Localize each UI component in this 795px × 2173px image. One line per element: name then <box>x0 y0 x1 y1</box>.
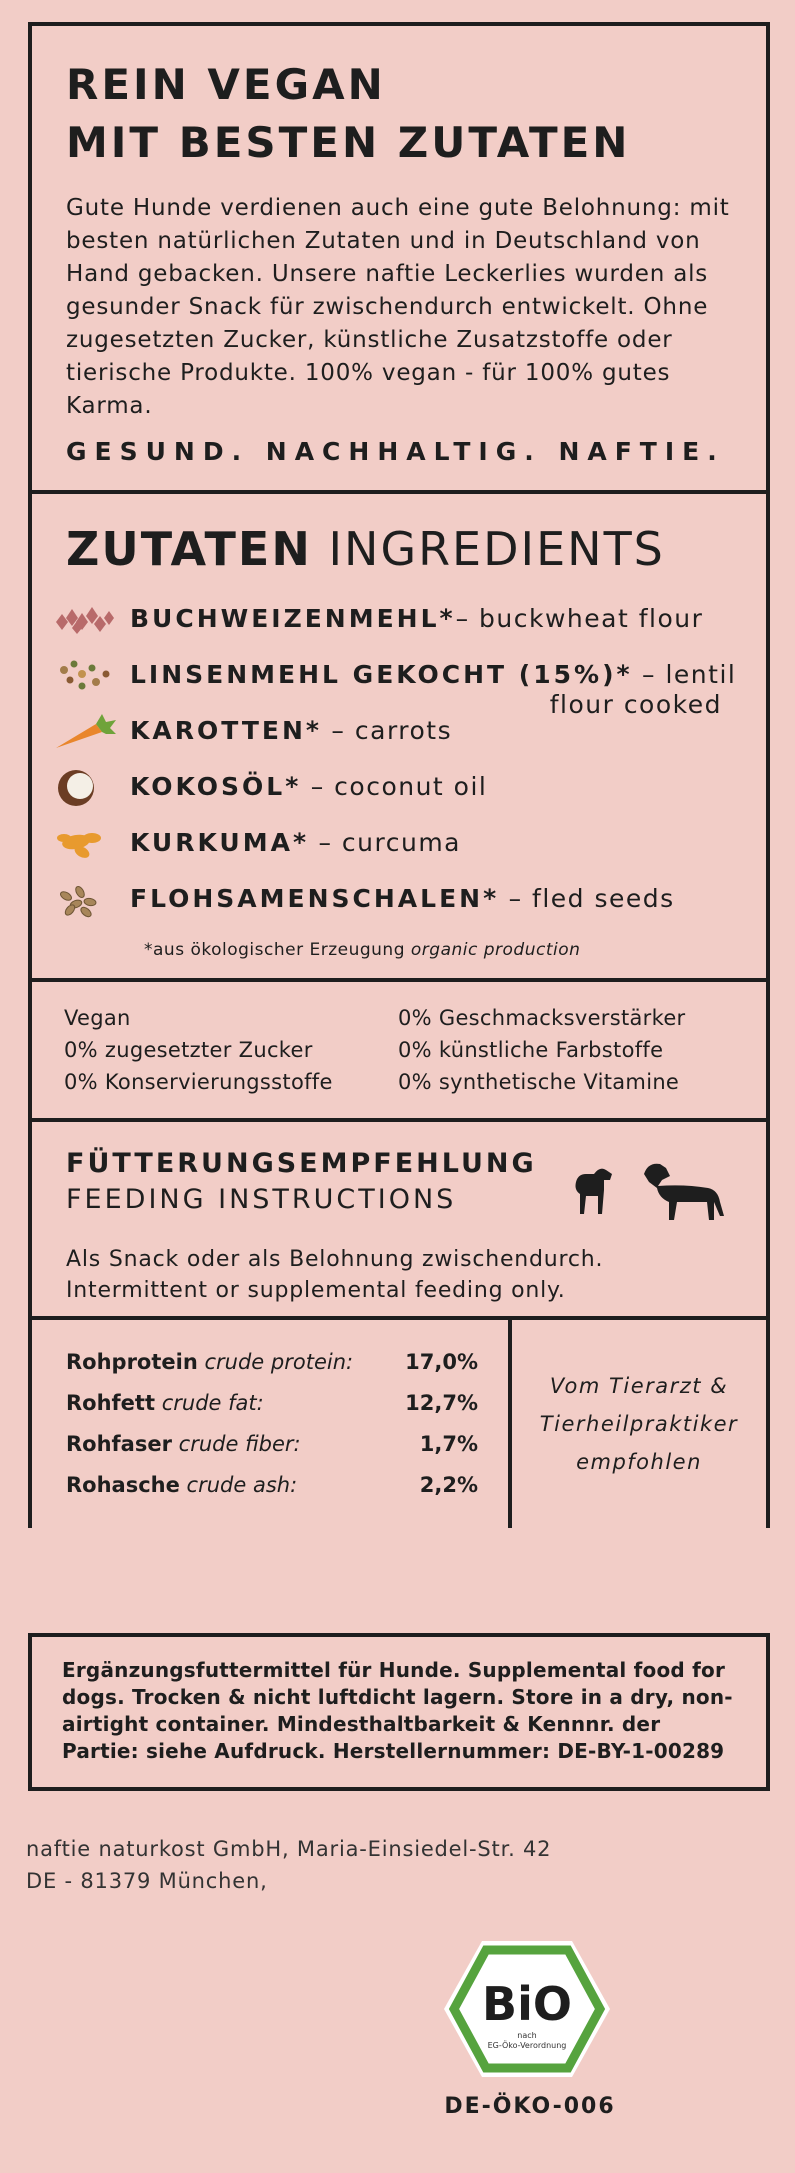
analysis-label-en: crude protein: <box>204 1350 354 1374</box>
claim-item: 0% Geschmacksverstärker <box>398 1006 686 1030</box>
info-box: Ergänzungsfuttermittel für Hunde. Supplemental food for dogs. Trocken & nicht luftdicht lagern. Store in a dry, non-airtight container. Mindesthaltbarkeit & Kennnr. der Partie: siehe Aufdruck. Herstellernummer: DE-BY-1-00289 <box>28 1633 770 1791</box>
headline-line1: REIN VEGAN <box>66 60 386 109</box>
feeding-line-en: Intermittent or supplemental feeding only. <box>66 1278 566 1303</box>
analysis-value: 1,7% <box>419 1432 478 1456</box>
ingredient-en: – buckwheat flour <box>455 604 704 633</box>
ingredient-de: KAROTTEN* <box>130 716 322 745</box>
ingredient-en: – lentil <box>632 660 737 689</box>
analysis-label-en: crude ash: <box>186 1473 298 1497</box>
claim-item: 0% synthetische Vitamine <box>398 1070 680 1094</box>
ingredients-title-de: ZUTATEN <box>66 522 312 576</box>
ingredient-en: – carrots <box>321 716 453 745</box>
intro-text: Gute Hunde verdienen auch eine gute Belohnung: mit besten natürlichen Zutaten und in Deutschland von Hand gebacken. Unsere naftie Leckerlies wurden als gesunder Snack für zwischendurch entwickelt. Ohne zugesetzten Zucker, künstliche Zusatzstoffe oder tierische Produkte. 100% vegan - für 100% gutes Karma. <box>66 195 730 419</box>
claim-item: 0% Konservierungsstoffe <box>64 1070 333 1094</box>
tagline: GESUND. NACHHALTIG. NAFTIE. <box>66 437 725 466</box>
analysis-label-en: crude fat: <box>161 1391 264 1415</box>
claim-item: Vegan <box>64 1006 131 1030</box>
company-address <box>26 1833 551 1897</box>
ingredient-de: LINSENMEHL GEKOCHT (15%)* <box>130 660 633 689</box>
organic-footnote <box>144 940 746 960</box>
bio-logo-text: BiO <box>482 1977 572 2031</box>
turmeric-icon <box>52 824 118 864</box>
ingredient-de: BUCHWEIZENMEHL* <box>130 604 456 633</box>
ingredient-en: – curcuma <box>309 828 462 857</box>
organic-control-code: DE-ÖKO-006 <box>444 2094 616 2119</box>
claims-column-2 <box>398 1002 685 1098</box>
dogs-icon <box>570 1160 730 1224</box>
analysis-value: 17,0% <box>405 1350 478 1374</box>
carrot-icon <box>52 712 118 752</box>
analysis-table <box>32 1320 512 1528</box>
analysis-label-en: crude fiber: <box>178 1432 301 1456</box>
bio-seal-icon <box>442 1938 612 2080</box>
feeding-section <box>32 1122 766 1320</box>
ingredient-en: – fled seeds <box>499 884 675 913</box>
seeds-icon <box>52 880 118 920</box>
feeding-line-de: Als Snack oder als Belohnung zwischendurch. <box>66 1247 604 1272</box>
analysis-section <box>32 1320 766 1528</box>
feeding-title-en: FEEDING INSTRUCTIONS <box>66 1184 457 1215</box>
claim-item: 0% zugesetzter Zucker <box>64 1038 313 1062</box>
vet-recommendation <box>512 1320 766 1528</box>
headline-line2: MIT BESTEN ZUTATEN <box>66 118 631 167</box>
label-frame <box>28 22 770 1528</box>
recommend-line: empfohlen <box>576 1450 702 1474</box>
feeding-text <box>66 1244 732 1306</box>
address-line: DE - 81379 München, <box>26 1869 268 1893</box>
analysis-value: 2,2% <box>419 1473 478 1497</box>
bio-logo-sub1: nach <box>517 2031 537 2040</box>
analysis-label-de: Rohasche <box>66 1473 180 1497</box>
ingredient-de: KOKOSÖL* <box>130 772 302 801</box>
ingredients-title-en: INGREDIENTS <box>328 522 665 576</box>
ingredients-title <box>66 520 746 578</box>
analysis-row <box>66 1424 478 1465</box>
lentils-icon <box>52 656 118 696</box>
claims-column-1 <box>64 1002 398 1098</box>
ingredient-item <box>52 656 746 719</box>
ingredient-de: FLOHSAMENSCHALEN* <box>130 884 500 913</box>
intro-section <box>32 26 766 494</box>
ingredients-section <box>32 494 766 982</box>
footnote-en: organic production <box>410 940 581 960</box>
coconut-icon <box>52 768 118 808</box>
address-line: naftie naturkost GmbH, Maria-Einsiedel-Str. 42 <box>26 1837 552 1861</box>
analysis-value: 12,7% <box>405 1391 478 1415</box>
analysis-label-de: Rohfett <box>66 1391 156 1415</box>
claim-item: 0% künstliche Farbstoffe <box>398 1038 664 1062</box>
buckwheat-icon <box>52 600 118 640</box>
ingredient-item <box>52 600 746 656</box>
footnote-de: *aus ökologischer Erzeugung <box>144 940 405 960</box>
recommend-line: Tierheilpraktiker <box>539 1412 739 1436</box>
analysis-row <box>66 1383 478 1424</box>
analysis-label-de: Rohprotein <box>66 1350 198 1374</box>
analysis-row <box>66 1465 478 1506</box>
claims-section <box>32 982 766 1122</box>
ingredient-de: KURKUMA* <box>130 828 310 857</box>
ingredient-item <box>52 824 746 880</box>
feeding-title-de: FÜTTERUNGSEMPFEHLUNG <box>66 1148 537 1179</box>
ingredient-en: – coconut oil <box>301 772 488 801</box>
ingredient-en-cont: flour cooked <box>549 690 722 719</box>
analysis-label-de: Rohfaser <box>66 1432 172 1456</box>
analysis-row <box>66 1342 478 1383</box>
bio-logo-sub2: EG-Öko-Verordnung <box>487 2041 567 2050</box>
ingredient-item <box>52 768 746 824</box>
recommend-line: Vom Tierarzt & <box>549 1374 729 1398</box>
ingredient-item <box>52 880 746 936</box>
